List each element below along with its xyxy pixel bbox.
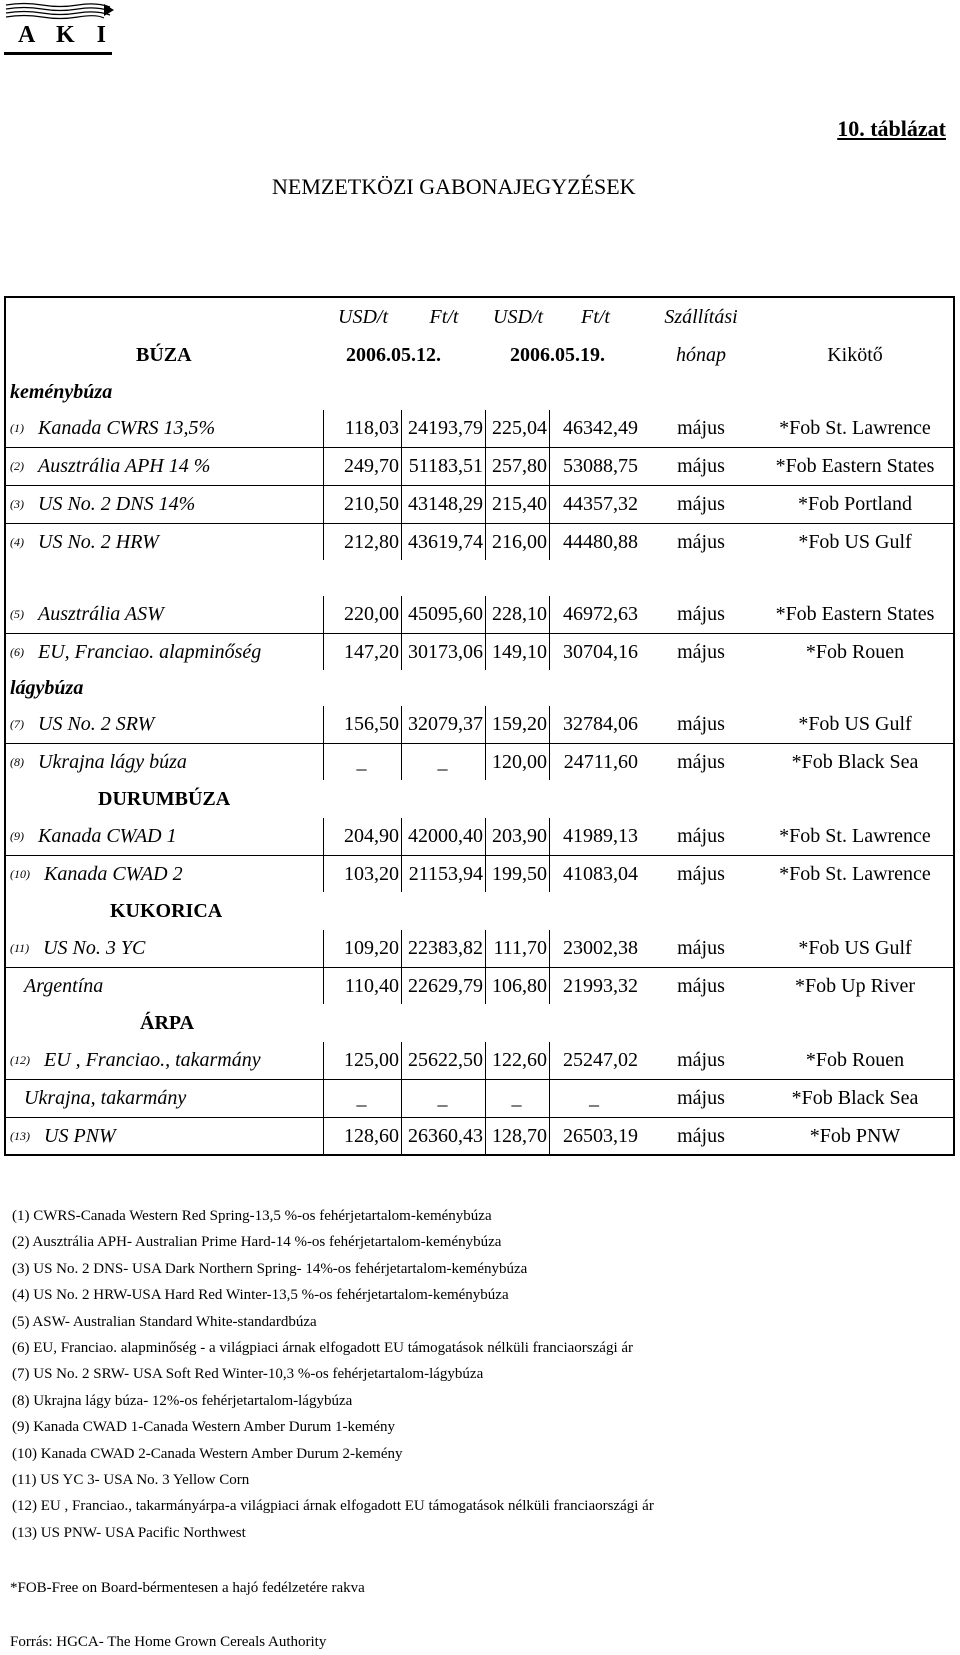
row-name — [10, 524, 310, 560]
usd-value-1: 220,00 — [344, 603, 399, 625]
table-row — [6, 968, 953, 1004]
port: *Fob Black Sea — [791, 750, 919, 773]
column-divider — [323, 596, 324, 633]
section-row — [6, 892, 953, 930]
table-row — [6, 1118, 953, 1154]
section-row — [6, 780, 953, 818]
ft-value-2: 25247,02 — [563, 1049, 638, 1071]
shipping-month: május — [677, 974, 725, 997]
row-label: Kanada CWAD 2 — [44, 862, 183, 885]
row-name — [10, 818, 310, 855]
column-divider — [549, 1080, 550, 1117]
row-name — [10, 486, 310, 523]
table-row — [6, 1080, 953, 1118]
row-name — [10, 1042, 310, 1079]
usd-value-2: 120,00 — [492, 750, 547, 773]
column-divider — [323, 486, 324, 523]
column-divider — [401, 448, 402, 485]
usd-value-1: 109,20 — [344, 937, 399, 959]
usd-value-1: 128,60 — [344, 1124, 399, 1147]
shipping-month: május — [677, 493, 725, 515]
footnote-line: (9) Kanada CWAD 1-Canada Western Amber Durum 1-kemény — [12, 1419, 395, 1436]
column-divider — [549, 1118, 550, 1154]
usd-value-2: _ — [511, 1087, 522, 1109]
fob-note: *FOB-Free on Board-bérmentesen a hajó fedélzetére rakva — [10, 1580, 365, 1596]
table-row — [6, 706, 953, 744]
row-label: Kanada CWAD 1 — [38, 825, 177, 847]
aki-logo — [4, 2, 116, 70]
column-divider — [323, 968, 324, 1004]
section-row — [6, 1004, 953, 1042]
row-name — [10, 930, 310, 967]
column-divider — [549, 486, 550, 523]
row-label: Kanada CWRS 13,5% — [38, 417, 216, 439]
column-divider — [401, 634, 402, 670]
header-usd-2: USD/t — [493, 306, 543, 328]
section-arpa: ÁRPA — [140, 1011, 195, 1034]
column-divider — [549, 410, 550, 447]
column-divider — [549, 968, 550, 1004]
column-divider — [401, 818, 402, 855]
ft-value-1: 30173,06 — [408, 640, 483, 663]
spacer-row — [6, 560, 953, 596]
usd-value-1: 125,00 — [344, 1049, 399, 1071]
column-divider — [485, 1042, 486, 1079]
price-table — [4, 296, 955, 1156]
header-ft-2: Ft/t — [581, 306, 610, 328]
column-divider — [485, 968, 486, 1004]
column-divider — [323, 1080, 324, 1117]
ft-value-1: 24193,79 — [408, 417, 483, 439]
column-divider — [549, 596, 550, 633]
port: *Fob Eastern States — [775, 455, 935, 477]
column-divider — [401, 856, 402, 892]
row-label: US No. 3 YC — [43, 937, 146, 959]
row-label: US PNW — [44, 1124, 116, 1147]
header-ft-1: Ft/t — [429, 306, 459, 328]
shipping-month: május — [677, 640, 725, 663]
usd-value-1: 210,50 — [344, 493, 399, 515]
port: *Fob Portland — [798, 493, 912, 515]
footnote-line: (3) US No. 2 DNS- USA Dark Northern Spring- 14%-os fehérjetartalom-keménybúza — [12, 1260, 528, 1277]
table-row — [6, 596, 953, 634]
shipping-month: május — [677, 1087, 725, 1109]
table-row — [6, 856, 953, 892]
ft-value-1: 22629,79 — [408, 974, 483, 997]
footnote-line: (1) CWRS-Canada Western Red Spring-13,5 %-os fehérjetartalom-keménybúza — [12, 1208, 492, 1224]
column-divider — [323, 524, 324, 560]
usd-value-1: 249,70 — [344, 455, 399, 477]
column-divider — [549, 634, 550, 670]
ft-value-1: 43148,29 — [408, 493, 483, 515]
row-label: EU, Franciao. alapminőség — [38, 640, 262, 663]
column-divider — [485, 634, 486, 670]
port: *Fob Up River — [795, 974, 915, 997]
ft-value-2: 41083,04 — [563, 862, 638, 885]
header-row-units — [6, 298, 953, 337]
column-divider — [549, 744, 550, 780]
column-divider — [401, 706, 402, 743]
logo-text: A K I — [18, 22, 115, 48]
footnote-line: (13) US PNW- USA Pacific Northwest — [12, 1524, 246, 1541]
ft-value-1: 45095,60 — [408, 603, 483, 625]
section-kemenybuza: keménybúza — [10, 380, 113, 403]
section-buza: BÚZA — [136, 344, 192, 366]
section-row — [6, 374, 953, 410]
column-divider — [485, 744, 486, 780]
usd-value-2: 111,70 — [493, 937, 547, 959]
ft-value-1: 25622,50 — [408, 1049, 483, 1071]
footnote-index: (2) — [10, 459, 24, 473]
ft-value-1: 51183,51 — [408, 455, 483, 477]
footnote-index: (6) — [10, 644, 24, 659]
header-port: Kikötő — [827, 344, 883, 366]
column-divider — [549, 706, 550, 743]
footnote-line: (11) US YC 3- USA No. 3 Yellow Corn — [12, 1472, 250, 1489]
port: *Fob PNW — [809, 1124, 901, 1147]
column-divider — [549, 856, 550, 892]
ft-value-2: 46972,63 — [563, 603, 638, 625]
usd-value-1: 156,50 — [344, 713, 399, 735]
usd-value-2: 106,80 — [492, 974, 547, 997]
section-lagybuza: lágybúza — [10, 676, 84, 699]
usd-value-1: _ — [356, 750, 367, 773]
column-divider — [549, 524, 550, 560]
footnote-line: (10) Kanada CWAD 2-Canada Western Amber Durum 2-kemény — [12, 1445, 403, 1462]
shipping-month: május — [677, 417, 725, 439]
row-label: Ausztrália ASW — [38, 603, 164, 625]
column-divider — [323, 1118, 324, 1154]
footnote-index: (13) — [10, 1128, 30, 1143]
footnote-index: (4) — [10, 534, 24, 549]
usd-value-2: 203,90 — [492, 825, 547, 847]
table-row — [6, 744, 953, 780]
header-usd-1: USD/t — [338, 306, 388, 328]
column-divider — [323, 930, 324, 967]
column-divider — [401, 486, 402, 523]
footnote-index: (9) — [10, 829, 24, 843]
table-row — [6, 524, 953, 560]
shipping-month: május — [677, 1049, 725, 1071]
ft-value-2: _ — [589, 1087, 599, 1109]
ft-value-1: _ — [437, 1087, 448, 1109]
port: *Fob St. Lawrence — [779, 825, 931, 847]
ft-value-1: _ — [437, 750, 448, 773]
row-label: US No. 2 HRW — [38, 530, 159, 553]
column-divider — [485, 818, 486, 855]
ft-value-2: 24711,60 — [563, 750, 638, 773]
ft-value-1: 42000,40 — [408, 825, 483, 847]
column-divider — [401, 1080, 402, 1117]
table-row — [6, 448, 953, 486]
usd-value-1: _ — [356, 1087, 367, 1109]
row-name — [10, 968, 310, 1004]
row-name — [10, 1118, 310, 1154]
column-divider — [323, 634, 324, 670]
column-divider — [401, 524, 402, 560]
shipping-month: május — [677, 530, 725, 553]
usd-value-1: 110,40 — [344, 974, 399, 997]
header-month: hónap — [676, 344, 726, 366]
footnote-line: (6) EU, Franciao. alapminőség - a világpiaci árnak elfogadott EU támogatások nélküli franciaországi ár — [12, 1340, 634, 1357]
header-shipping: Szállítási — [664, 306, 738, 328]
ft-value-1: 32079,37 — [408, 713, 483, 735]
row-label: US No. 2 SRW — [38, 713, 155, 735]
row-name — [10, 706, 310, 743]
ft-value-2: 53088,75 — [563, 455, 638, 477]
usd-value-2: 216,00 — [492, 530, 547, 553]
row-name — [10, 856, 310, 892]
ft-value-2: 21993,32 — [563, 974, 638, 997]
shipping-month: május — [677, 937, 725, 959]
column-divider — [401, 968, 402, 1004]
table-row — [6, 1042, 953, 1080]
row-label: Ukrajna lágy búza — [38, 750, 187, 773]
footnote-index: (7) — [10, 717, 24, 731]
usd-value-2: 215,40 — [492, 493, 547, 515]
footnote-line: (8) Ukrajna lágy búza- 12%-os fehérjetartalom-lágybúza — [12, 1392, 353, 1409]
column-divider — [323, 744, 324, 780]
shipping-month: május — [677, 603, 725, 625]
row-label: Ausztrália APH 14 % — [38, 455, 211, 477]
page-title: NEMZETKÖZI GABONAJEGYZÉSEK — [272, 174, 636, 199]
port: *Fob Eastern States — [775, 603, 935, 625]
usd-value-2: 159,20 — [492, 713, 547, 735]
row-label: Ukrajna, takarmány — [24, 1087, 187, 1109]
header-row-dates — [6, 337, 953, 374]
port: *Fob US Gulf — [798, 530, 912, 553]
row-name — [10, 1080, 310, 1117]
footnote-index: (10) — [10, 866, 30, 881]
table-row — [6, 818, 953, 856]
row-name — [10, 410, 310, 447]
column-divider — [323, 856, 324, 892]
ft-value-2: 23002,38 — [563, 937, 638, 959]
port: *Fob Black Sea — [791, 1087, 919, 1109]
column-divider — [485, 706, 486, 743]
row-label: Argentína — [24, 974, 104, 997]
ft-value-2: 44357,32 — [563, 493, 638, 515]
shipping-month: május — [677, 713, 725, 735]
usd-value-1: 204,90 — [344, 825, 399, 847]
footnote-line: (5) ASW- Australian Standard White-standardbúza — [12, 1313, 317, 1330]
column-divider — [323, 1042, 324, 1079]
row-name — [10, 448, 310, 485]
footnote-line: (7) US No. 2 SRW- USA Soft Red Winter-10,3 %-os fehérjetartalom-lágybúza — [12, 1366, 484, 1383]
footnote-index: (12) — [10, 1053, 30, 1067]
usd-value-1: 118,03 — [344, 417, 399, 439]
port: *Fob St. Lawrence — [779, 862, 931, 885]
table-row — [6, 930, 953, 968]
ft-value-1: 26360,43 — [408, 1124, 483, 1147]
usd-value-2: 128,70 — [492, 1124, 547, 1147]
column-divider — [485, 856, 486, 892]
shipping-month: május — [677, 862, 725, 885]
footnotes — [12, 1203, 654, 1546]
header-date-2: 2006.05.19. — [510, 344, 605, 366]
table-row — [6, 410, 953, 448]
column-divider — [549, 818, 550, 855]
port: *Fob Rouen — [805, 640, 905, 663]
ft-value-1: 21153,94 — [408, 862, 483, 885]
column-divider — [401, 1118, 402, 1154]
column-divider — [323, 448, 324, 485]
column-divider — [485, 448, 486, 485]
column-divider — [401, 410, 402, 447]
usd-value-2: 257,80 — [492, 455, 547, 477]
ft-value-1: 43619,74 — [408, 530, 483, 553]
table-row — [6, 634, 953, 670]
column-divider — [401, 1042, 402, 1079]
shipping-month: május — [677, 455, 725, 477]
column-divider — [549, 1042, 550, 1079]
footnote-index: (8) — [10, 754, 24, 769]
footnote-index: (11) — [10, 941, 30, 955]
table-row — [6, 486, 953, 524]
row-name — [10, 744, 310, 780]
usd-value-2: 228,10 — [492, 603, 547, 625]
column-divider — [485, 930, 486, 967]
usd-value-1: 103,20 — [344, 862, 399, 885]
ft-value-1: 22383,82 — [408, 937, 483, 959]
section-row — [6, 670, 953, 706]
column-divider — [485, 596, 486, 633]
column-divider — [485, 1080, 486, 1117]
column-divider — [401, 596, 402, 633]
usd-value-2: 225,04 — [492, 417, 547, 439]
usd-value-1: 147,20 — [344, 640, 399, 663]
section-kukorica: KUKORICA — [110, 899, 223, 922]
column-divider — [549, 448, 550, 485]
column-divider — [485, 486, 486, 523]
usd-value-1: 212,80 — [344, 530, 399, 553]
ft-value-2: 44480,88 — [563, 530, 638, 553]
usd-value-2: 199,50 — [492, 862, 547, 885]
column-divider — [323, 706, 324, 743]
table-number: 10. táblázat — [837, 116, 946, 141]
usd-value-2: 122,60 — [492, 1049, 547, 1071]
row-name — [10, 634, 310, 670]
column-divider — [323, 410, 324, 447]
source-note: Forrás: HGCA- The Home Grown Cereals Authority — [10, 1634, 327, 1650]
shipping-month: május — [677, 750, 725, 773]
shipping-month: május — [677, 825, 725, 847]
row-label: EU , Franciao., takarmány — [44, 1049, 261, 1071]
column-divider — [485, 524, 486, 560]
footnote-line: (4) US No. 2 HRW-USA Hard Red Winter-13,5 %-os fehérjetartalom-keménybúza — [12, 1287, 509, 1304]
row-name — [10, 596, 310, 633]
ft-value-2: 46342,49 — [563, 417, 638, 439]
logo-lines-icon — [4, 2, 116, 24]
port: *Fob Rouen — [805, 1049, 905, 1071]
header-date-1: 2006.05.12. — [346, 344, 441, 366]
port: *Fob US Gulf — [798, 937, 912, 959]
column-divider — [401, 744, 402, 780]
column-divider — [549, 930, 550, 967]
footnote-index: (5) — [10, 607, 24, 621]
row-label: US No. 2 DNS 14% — [38, 493, 196, 515]
footnote-index: (1) — [10, 421, 24, 435]
column-divider — [485, 410, 486, 447]
footnote-line: (12) EU , Franciao., takarmányárpa-a világpiaci árnak elfogadott EU támogatások nélküli franciaországi ár — [12, 1498, 654, 1515]
ft-value-2: 32784,06 — [563, 713, 638, 735]
shipping-month: május — [677, 1124, 725, 1147]
port: *Fob US Gulf — [798, 713, 912, 735]
port: *Fob St. Lawrence — [779, 417, 931, 439]
usd-value-2: 149,10 — [492, 640, 547, 663]
ft-value-2: 41989,13 — [563, 825, 638, 847]
ft-value-2: 30704,16 — [563, 640, 638, 663]
column-divider — [401, 930, 402, 967]
footnote-index: (3) — [10, 497, 24, 511]
logo-rule — [4, 52, 112, 55]
column-divider — [485, 1118, 486, 1154]
column-divider — [323, 818, 324, 855]
ft-value-2: 26503,19 — [563, 1124, 638, 1147]
footnote-line: (2) Ausztrália APH- Australian Prime Hard-14 %-os fehérjetartalom-keménybúza — [12, 1234, 502, 1251]
section-durumbuza: DURUMBÚZA — [98, 787, 231, 810]
